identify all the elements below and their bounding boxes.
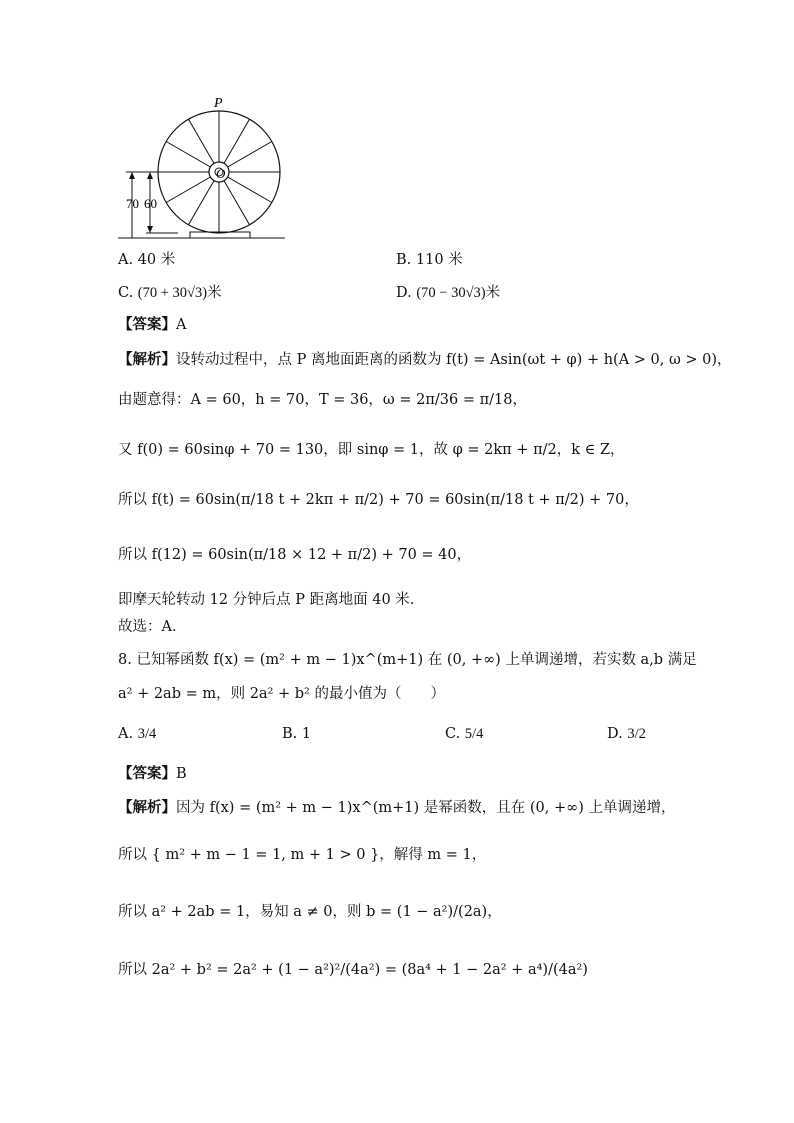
q7-analysis-line-4: 所以 f(t) = 60sin(π/18 t + 2kπ + π/2) + 70 = 60sin(π/18 t + π/2) + 70， <box>118 492 639 508</box>
q8-answer-tag: 【答案】 <box>118 765 176 782</box>
q8-stem-line-1: 8. 已知幂函数 f(x) = (m² + m − 1)x^(m+1) 在 (0, +∞) 上单调递增，若实数 a,b 满足 <box>118 652 697 668</box>
q8-option-c-value: 5/4 <box>464 726 484 742</box>
q8-stem-line-2: a² + 2ab = m，则 2a² + b² 的最小值为（ ） <box>118 686 445 702</box>
q7-analysis-line-6: 即摩天轮转动 12 分钟后点 P 距离地面 40 米. <box>118 592 415 608</box>
q8-analysis-text-1: 因为 f(x) = (m² + m − 1)x^(m+1) 是幂函数，且在 (0, +∞) 上单调递增， <box>176 800 676 816</box>
q7-option-d-text: (70 − 30√3)米 <box>416 285 501 301</box>
ferris-wheel-figure <box>118 92 293 242</box>
q8-analysis-line-2: 所以 { m² + m − 1 = 1, m + 1 > 0 }，解得 m = 1， <box>118 847 487 863</box>
q7-analysis-line-1 <box>118 350 732 370</box>
q8-analysis-line-4: 所以 2a² + b² = 2a² + (1 − a²)²/(4a²) = (8a⁴ + 1 − 2a² + a⁴)/(4a²) <box>118 962 588 978</box>
q8-option-c <box>445 726 483 743</box>
q7-option-c-prefix: C. <box>118 285 134 301</box>
q7-answer-value: A <box>176 317 187 333</box>
q7-analysis-line-3: 又 f(0) = 60sinφ + 70 = 130，即 sinφ = 1，故 φ = 2kπ + π/2，k ∈ Z， <box>118 442 625 458</box>
q7-analysis-prefix-2: 由题意得： <box>118 392 191 408</box>
q8-analysis-line-3: 所以 a² + 2ab = 1，易知 a ≠ 0，则 b = (1 − a²)/(2a)， <box>118 904 502 920</box>
q7-analysis-line-5: 所以 f(12) = 60sin(π/18 × 12 + π/2) + 70 = 40， <box>118 547 472 563</box>
q7-answer-tag: 【答案】 <box>118 316 176 333</box>
label-70: 70 <box>126 196 139 211</box>
q8-answer-value: B <box>176 766 187 782</box>
q8-answer <box>118 764 187 784</box>
q8-option-a-prefix: A. <box>118 726 134 742</box>
q7-analysis-text-1: 设转动过程中，点 P 离地面距离的函数为 f(t) = Asin(ωt + φ) + h(A > 0, ω > 0)， <box>176 352 732 368</box>
q8-option-d-value: 3/2 <box>627 726 646 742</box>
q8-analysis-line-1 <box>118 798 676 818</box>
q8-analysis-tag: 【解析】 <box>118 799 176 816</box>
q7-option-b: B. 110 米 <box>396 252 463 268</box>
q7-option-a: A. 40 米 <box>118 252 176 268</box>
q8-option-d <box>607 726 646 743</box>
label-60: 60 <box>144 196 157 211</box>
q7-analysis-line-2 <box>118 390 527 410</box>
q7-option-d-prefix: D. <box>396 285 412 301</box>
q8-option-b: B. 1 <box>282 726 312 742</box>
q7-analysis-line-7: 故选：A. <box>118 619 177 635</box>
q7-option-c <box>118 281 222 302</box>
q7-option-d <box>396 281 500 302</box>
label-o: O <box>216 166 226 181</box>
q7-analysis-text-2: A = 60，h = 70，T = 36，ω = 2π/36 = π/18， <box>190 392 527 408</box>
q8-option-a-value: 3/4 <box>137 726 157 742</box>
label-p: P <box>214 96 223 111</box>
q7-option-c-text: (70 + 30√3)米 <box>137 285 222 301</box>
q8-option-d-prefix: D. <box>607 726 623 742</box>
q8-option-c-prefix: C. <box>445 726 461 742</box>
q8-option-a <box>118 726 156 743</box>
q7-answer <box>118 315 186 335</box>
q7-analysis-tag: 【解析】 <box>118 351 176 368</box>
